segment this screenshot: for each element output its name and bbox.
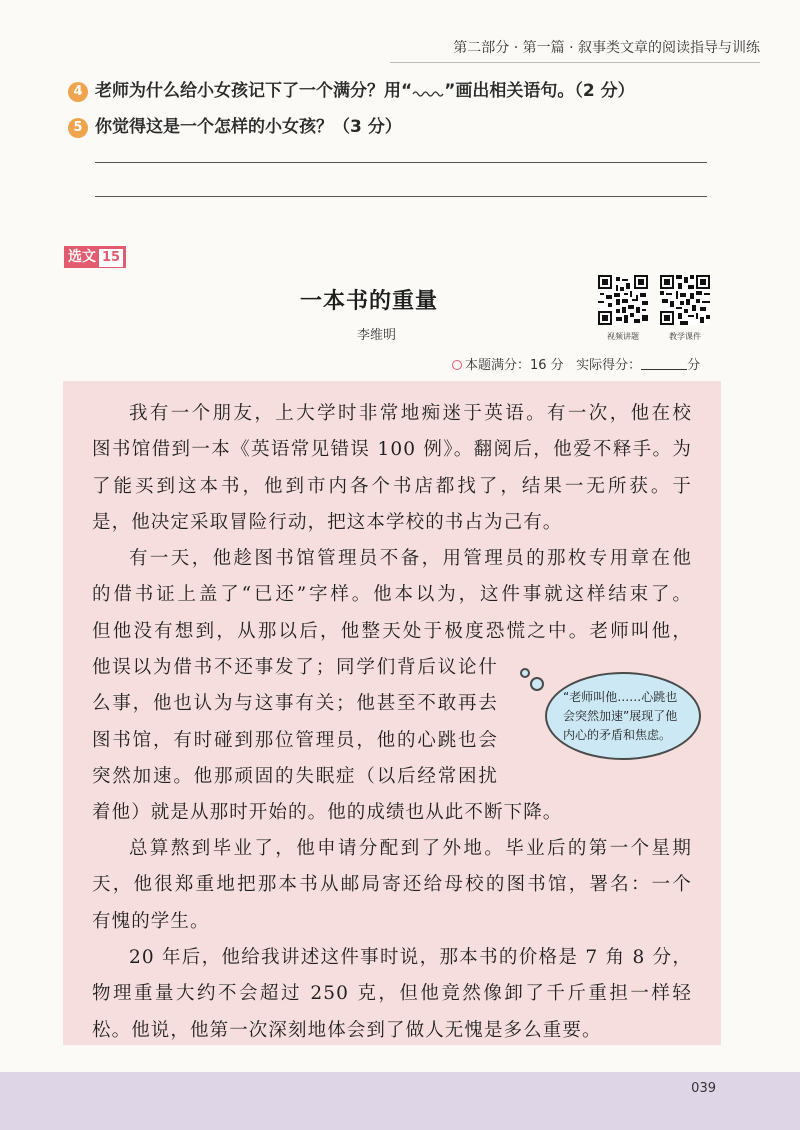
full-score-label: 本题满分：16 分 [465,358,564,373]
text-line: 图书馆借到一本《英语常见错误 100 例》。翻阅后，他爱不释手。为 [92,439,692,461]
text-line: 有愧的学生。 [92,910,210,932]
thought-bubble-dot [530,677,544,691]
text-line: 20 年后，他给我讲述这件事时说，那本书的价格是 7 角 8 分， [129,947,692,968]
text-line: 天，他很郑重地把那本书从邮局寄还给母校的图书馆，署名：一个 [92,874,692,896]
qr-code-icon[interactable] [660,275,710,325]
question-4-text-end: ”画出相关语句。（2 分） [444,81,635,101]
text-line: 着他）就是从那时开始的。他的成绩也从此不断下降。 [92,802,563,823]
paragraph-4 [92,940,692,1049]
selection-tag [64,246,126,268]
score-line [452,354,700,373]
question-4-text-start: 老师为什么给小女孩记下了一个满分？用“ [95,81,413,101]
text-line: 我有一个朋友，上大学时非常地痴迷于英语。有一次，他在校 [129,403,692,424]
text-line: 是，他决定采取冒险行动，把这本学校的书占为己有。 [92,511,563,533]
text-line: 但他没有想到，从那以后，他整天处于极度恐慌之中。老师叫他， [92,620,692,642]
answer-line[interactable] [95,162,707,163]
score-unit: 分 [687,358,701,373]
running-header: 第二部分 · 第一篇 · 叙事类文章的阅读指导与训练 [453,40,760,56]
text-line: 突然加速。他那顽固的失眠症（以后经常困扰 [92,765,498,787]
question-5 [68,112,402,138]
page-number: 039 [691,1081,716,1096]
paragraph-2 [92,541,692,650]
actual-score-label: 实际得分： [576,358,642,373]
footer-band [0,1072,800,1130]
text-line: 么事，他也认为与这事有关；他甚至不敢再去 [92,693,498,715]
paragraph-1 [92,396,692,541]
question-5-text: 你觉得这是一个怎样的小女孩？（3 分） [95,117,402,137]
text-line: 图书馆，有时碰到那位管理员，他的心跳也会 [92,729,498,751]
article-title: 一本书的重量 [300,289,439,314]
qr-label-courseware: 教学课件 [669,332,701,341]
question-number-badge: 5 [68,118,88,138]
question-4 [68,76,635,102]
actual-score-blank[interactable] [641,357,687,370]
text-line: 有一天，他趁图书馆管理员不备，用管理员的那枚专用章在他 [129,548,692,569]
text-line: 他误以为借书不还事发了；同学们背后议论什 [92,657,498,678]
header-divider [390,62,760,63]
selection-tag-number: 15 [99,249,123,267]
wavy-underline-icon [412,84,444,98]
qr-code-icon[interactable] [598,275,648,325]
text-line: 总算熬到毕业了，他申请分配到了外地。毕业后的第一个星期 [129,838,692,859]
article-author: 李维明 [357,328,397,343]
annotation-text: “老师叫他……心跳也会突然加速”展现了他内心的矛盾和焦虑。 [563,690,678,742]
text-line: 了能买到这本书，他到市内各个书店都找了，结果一无所获。于 [92,475,692,497]
answer-line[interactable] [95,196,707,197]
paragraph-3 [92,831,692,940]
question-number-badge: 4 [68,82,88,102]
text-line: 的借书证上盖了“已还”字样。他本以为，这件事就这样结束了。 [92,584,692,606]
qr-label-video: 视频讲题 [607,332,639,341]
selection-tag-label: 选文 [68,249,96,265]
clock-icon [452,360,462,370]
paragraph-2-end [92,795,692,831]
text-line: 松。他说，他第一次深刻地体会到了做人无愧是多么重要。 [92,1019,602,1041]
thought-bubble-dot [520,668,530,678]
text-line: 物理重量大约不会超过 250 克，但他竟然像卸了千斤重担一样轻 [92,983,692,1005]
paragraph-2-continued [92,650,498,795]
